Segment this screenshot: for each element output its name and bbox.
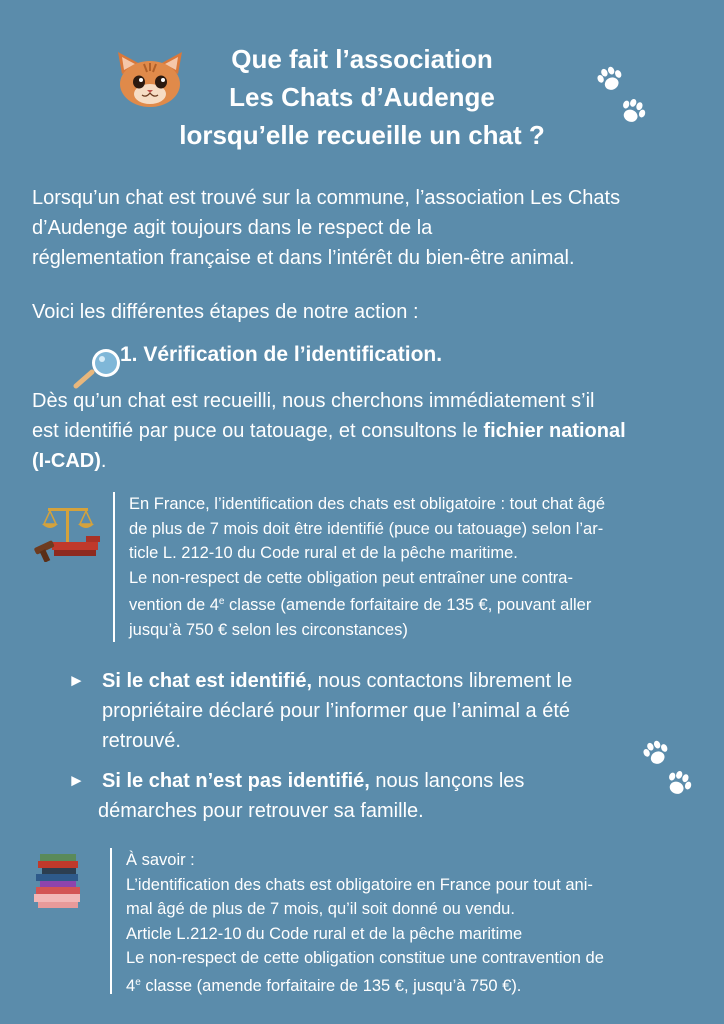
bullet-line (102, 666, 688, 696)
bullet-line: démarches pour retrouver sa famille. (98, 800, 424, 822)
bullet-text: nous lançons les (369, 770, 525, 792)
intro-line: réglementation française et dans l’intérêt du bien-être animal. (32, 247, 575, 269)
intro-line: Lorsqu’un chat est trouvé sur la commune, l’association Les Chats (32, 187, 621, 209)
bullet-line: propriétaire déclaré pour l’informer que l’animal a été (102, 700, 571, 722)
paw-prints-icon (594, 64, 650, 130)
justice-scales-icon (32, 502, 104, 562)
paw-prints-icon (640, 738, 696, 802)
books-stack-icon (30, 852, 86, 912)
superscript: e (218, 596, 225, 607)
savoir-text-segment: classe (amende forfaitaire de 135 €, jusqu’à 750 €). (140, 976, 522, 995)
step-line (32, 446, 712, 476)
bullet-line: retrouvé. (102, 730, 181, 752)
bullet-text: nous contactons librement le (312, 670, 573, 692)
step-line (32, 416, 712, 446)
superscript: e (135, 976, 141, 988)
savoir-line (126, 971, 716, 999)
step-title: 1. Vérification de l’identification. (120, 343, 443, 366)
law-line: ticle L. 212-10 du Code rural et de la pêche maritime. (129, 544, 518, 562)
law-line: Le non-respect de cette obligation peut entraîner une contra- (129, 568, 573, 587)
steps-intro: Voici les différentes étapes de notre action : (32, 301, 419, 323)
savoir-line: mal âgé de plus de 7 mois, qu’il soit donné ou vendu. (126, 900, 515, 918)
arrow-icon: ► (68, 771, 85, 790)
intro-paragraph (32, 183, 702, 273)
savoir-line: À savoir : (126, 851, 195, 869)
title-line: Les Chats d’Audenge (229, 82, 495, 112)
savoir-text-segment: 4 (126, 976, 136, 995)
law-info-box (113, 492, 719, 642)
step-line: Dès qu’un chat est recueilli, nous cherchons immédiatement s’il (32, 390, 595, 412)
bullet-not-identified (68, 766, 628, 826)
step-text-segment: est identifié par puce ou tatouage, et consultons le (32, 420, 484, 442)
magnifier-icon (72, 346, 126, 390)
icad-label: (I-CAD) (32, 450, 101, 472)
savoir-line: L’identification des chats est obligatoire en France pour tout ani- (126, 875, 593, 894)
step-text-segment: . (100, 450, 107, 472)
bullet-identified (68, 666, 688, 756)
bullet-bold: Si le chat n’est pas identifié, (102, 770, 370, 792)
law-text-segment: classe (amende forfaitaire de 135 €, pouvant aller (224, 596, 592, 614)
savoir-line: Article L.212-10 du Code rural et de la pêche maritime (126, 924, 523, 943)
law-line (129, 590, 719, 618)
title-line: lorsqu’elle recueille un chat ? (179, 120, 545, 150)
national-file-label: fichier national (483, 420, 626, 442)
title-line: Que fait l’association (231, 44, 493, 74)
law-text-segment: vention de 4 (129, 596, 219, 614)
bullet-bold: Si le chat est identifié, (102, 670, 313, 692)
intro-line: d’Audenge agit toujours dans le respect de la (32, 217, 433, 239)
law-line: En France, l’identification des chats est obligatoire : tout chat âgé (129, 495, 606, 513)
step-paragraph (32, 386, 712, 476)
law-line: jusqu’à 750 € selon les circonstances) (129, 620, 408, 639)
law-line: de plus de 7 mois doit être identifié (puce ou tatouage) selon l’ar- (129, 519, 604, 538)
arrow-icon: ► (68, 671, 85, 690)
bullet-line (102, 766, 628, 796)
savoir-info-box (110, 848, 716, 994)
savoir-line: Le non-respect de cette obligation constitue une contravention de (126, 949, 604, 967)
